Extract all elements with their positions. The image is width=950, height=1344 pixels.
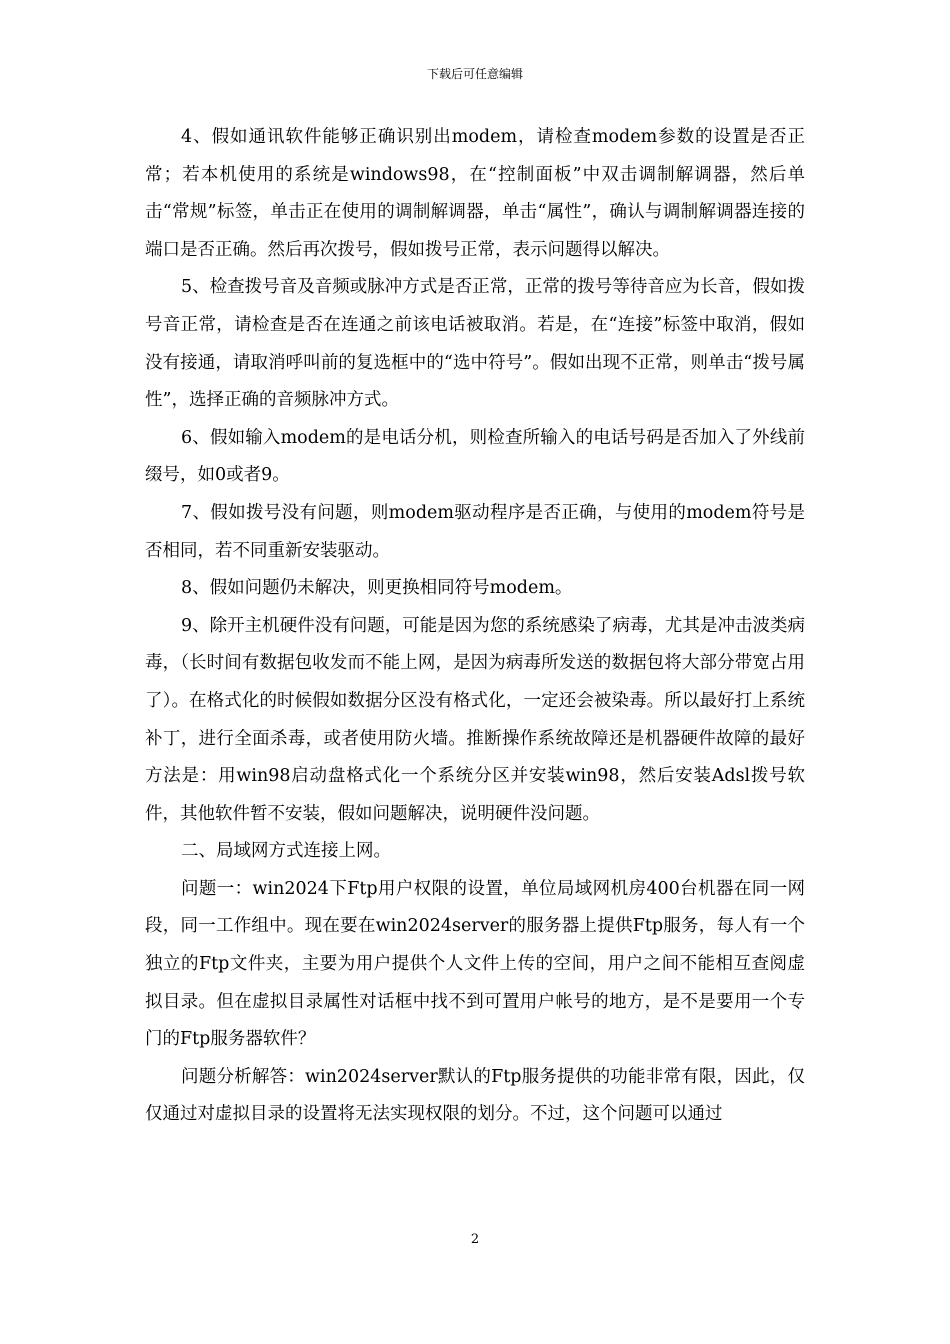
- paragraph-6: 6、假如输入modem的是电话分机，则检查所输入的电话号码是否加入了外线前缀号，如0或者9。: [145, 427, 805, 486]
- paragraph-8: 8、假如问题仍未解决，则更换相同符号modem。: [181, 578, 573, 599]
- paragraph-9: 9、除开主机硬件没有问题，可能是因为您的系统感染了病毒，尤其是冲击波类病毒，（长时间有数据包收发而不能上网，是因为病毒所发送的数据包将大部分带宽占用了）。在格式化的时候假如数据分区没有格式化，一定还会被染毒。所以最好打上系统补丁，进行全面杀毒，或者使用防火墙。推断操作系统故障还是机器硬件故障的最好方法是：用win98启动盘格式化一个系统分区并安装win98，然后安装Adsl拨号软件，其他软件暂不安装，假如问题解决，说明硬件没问题。: [145, 615, 805, 824]
- paragraph-7: 7、假如拨号没有问题，则modem驱动程序是否正确，与使用的modem符号是否相同，若不同重新安装驱动。: [145, 502, 805, 561]
- document-body: [145, 119, 805, 1134]
- question-one: 问题一：win2024下Ftp用户权限的设置，单位局域网机房400台机器在同一网段，同一工作组中。现在要在win2024server的服务器上提供Ftp服务，每人有一个独立的Ftp文件夹，主要为用户提供个人文件上传的空间，用户之间不能相互查阅虚拟目录。但在虚拟目录属性对话框中找不到可置用户帐号的地方，是不是要用一个专门的Ftp服务器软件？: [145, 878, 805, 1050]
- paragraph-5: 5、检查拨号音及音频或脉冲方式是否正常，正常的拨号等待音应为长音，假如拨号音正常，请检查是否在连通之前该电话被取消。若是，在“连接”标签中取消，假如没有接通，请取消呼叫前的复选框中的“选中符号”。假如出现不正常，则单击“拨号属性”，选择正确的音频脉冲方式。: [145, 277, 805, 411]
- paragraph-4: 4、假如通讯软件能够正确识别出modem，请检查modem参数的设置是否正常；若本机使用的系统是windows98，在“控制面板”中双击调制解调器，然后单击“常规”标签，单击正在使用的调制解调器，单击“属性”，确认与调制解调器连接的端口是否正确。然后再次拨号，假如拨号正常，表示问题得以解决。: [145, 127, 805, 260]
- page-number: 2: [470, 1232, 480, 1247]
- page-header: 下载后可任意编辑: [426, 67, 523, 81]
- section-heading: 二、局域网方式连接上网。: [181, 841, 391, 862]
- answer-analysis: 问题分析解答：win2024server默认的Ftp服务提供的功能非常有限，因此，仅仅通过对虚拟目录的设置将无法实现权限的划分。不过，这个问题可以通过: [145, 1066, 805, 1125]
